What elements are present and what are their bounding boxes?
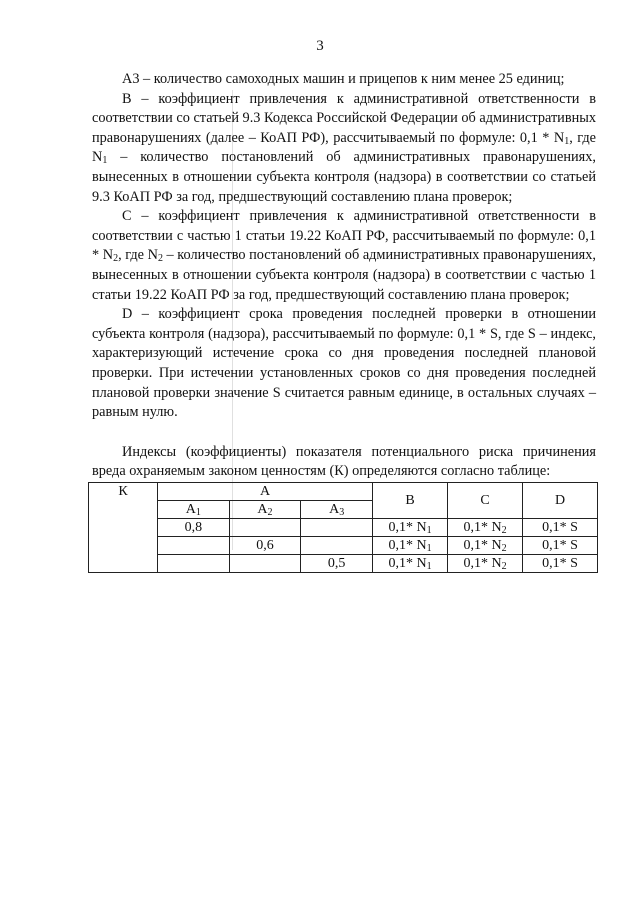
a3-header-cell: $А_3$	[301, 501, 373, 519]
k-header-cell: К	[89, 483, 158, 573]
cell-a3: 0,5	[301, 555, 373, 573]
cell-c: 0,1* $N_2$	[448, 519, 523, 537]
c-header-cell: С	[448, 483, 523, 519]
table-row	[89, 537, 598, 555]
a-header-cell: А	[158, 483, 373, 501]
risk-index-table	[88, 482, 598, 573]
cell-a1: 0,8	[158, 519, 230, 537]
cell-d: 0,1* S	[523, 519, 598, 537]
cell-a2	[229, 519, 301, 537]
paragraph-a3: А3 – количество самоходных машин и прицепов к ним менее 25 единиц;	[122, 71, 565, 87]
page-number: 3	[316, 38, 324, 54]
table-row	[89, 519, 598, 537]
table-header-row	[89, 483, 598, 501]
cell-a3	[301, 519, 373, 537]
cell-c: 0,1* $N_2$	[448, 537, 523, 555]
cell-a2: 0,6	[229, 537, 301, 555]
table-row	[89, 555, 598, 573]
paragraph-table-intro: Индексы (коэффициенты) показателя потенциального риска причинения вреда охраняемым законом ценностям (К) определяются согласно таблице:	[92, 443, 596, 480]
cell-b: 0,1* $N_1$	[373, 519, 448, 537]
paragraph-c-coefficient: С – коэффициент привлечения к административной ответственности в соответствии с частью 1 статьи 19.22 КоАП РФ, рассчитываемый по формуле: $0,1 * N_2$, где $N_2$ – количество постановлений об административных правонарушениях, вынесенных в отношении субъекта контроля (надзора) в соответствии с частью 1 статьи 19.22 КоАП РФ за год, предшествующий составлению плана проверок;	[92, 208, 596, 303]
cell-a1	[158, 537, 230, 555]
b-header-cell: В	[373, 483, 448, 519]
cell-a3	[301, 537, 373, 555]
cell-a2	[229, 555, 301, 573]
a1-header-cell: $А_1$	[158, 501, 230, 519]
cell-c: 0,1* $N_2$	[448, 555, 523, 573]
paragraph-b-coefficient: В – коэффициент привлечения к административной ответственности в соответствии со статьей 9.3 Кодекса Российской Федерации об административных правонарушениях (далее – КоАП РФ), рассчитываемый по формуле: $0,1 * N_1$, где $N_1$ – количество постановлений об административных правонарушениях, вынесенных в отношении субъекта контроля (надзора) в соответствии со статьей 9.3 КоАП РФ за год, предшествующий составлению плана проверок;	[92, 90, 596, 205]
cell-b: 0,1* $N_1$	[373, 537, 448, 555]
cell-b: 0,1* $N_1$	[373, 555, 448, 573]
a2-header-cell: $А_2$	[229, 501, 301, 519]
document-body	[92, 70, 596, 482]
paragraph-d-coefficient: D – коэффициент срока проведения последней проверки в отношении субъекта контроля (надзора), рассчитываемый по формуле: 0,1 * S, где S – индекс, характеризующий истечение срока со дня проведения последней плановой проверки. При истечении установленных сроков со дня проведения последней плановой проверки значение S считается равным единице, в остальных случаях – равным нулю.	[92, 306, 596, 421]
cell-a1	[158, 555, 230, 573]
d-header-cell: D	[523, 483, 598, 519]
cell-d: 0,1* S	[523, 537, 598, 555]
cell-d: 0,1* S	[523, 555, 598, 573]
